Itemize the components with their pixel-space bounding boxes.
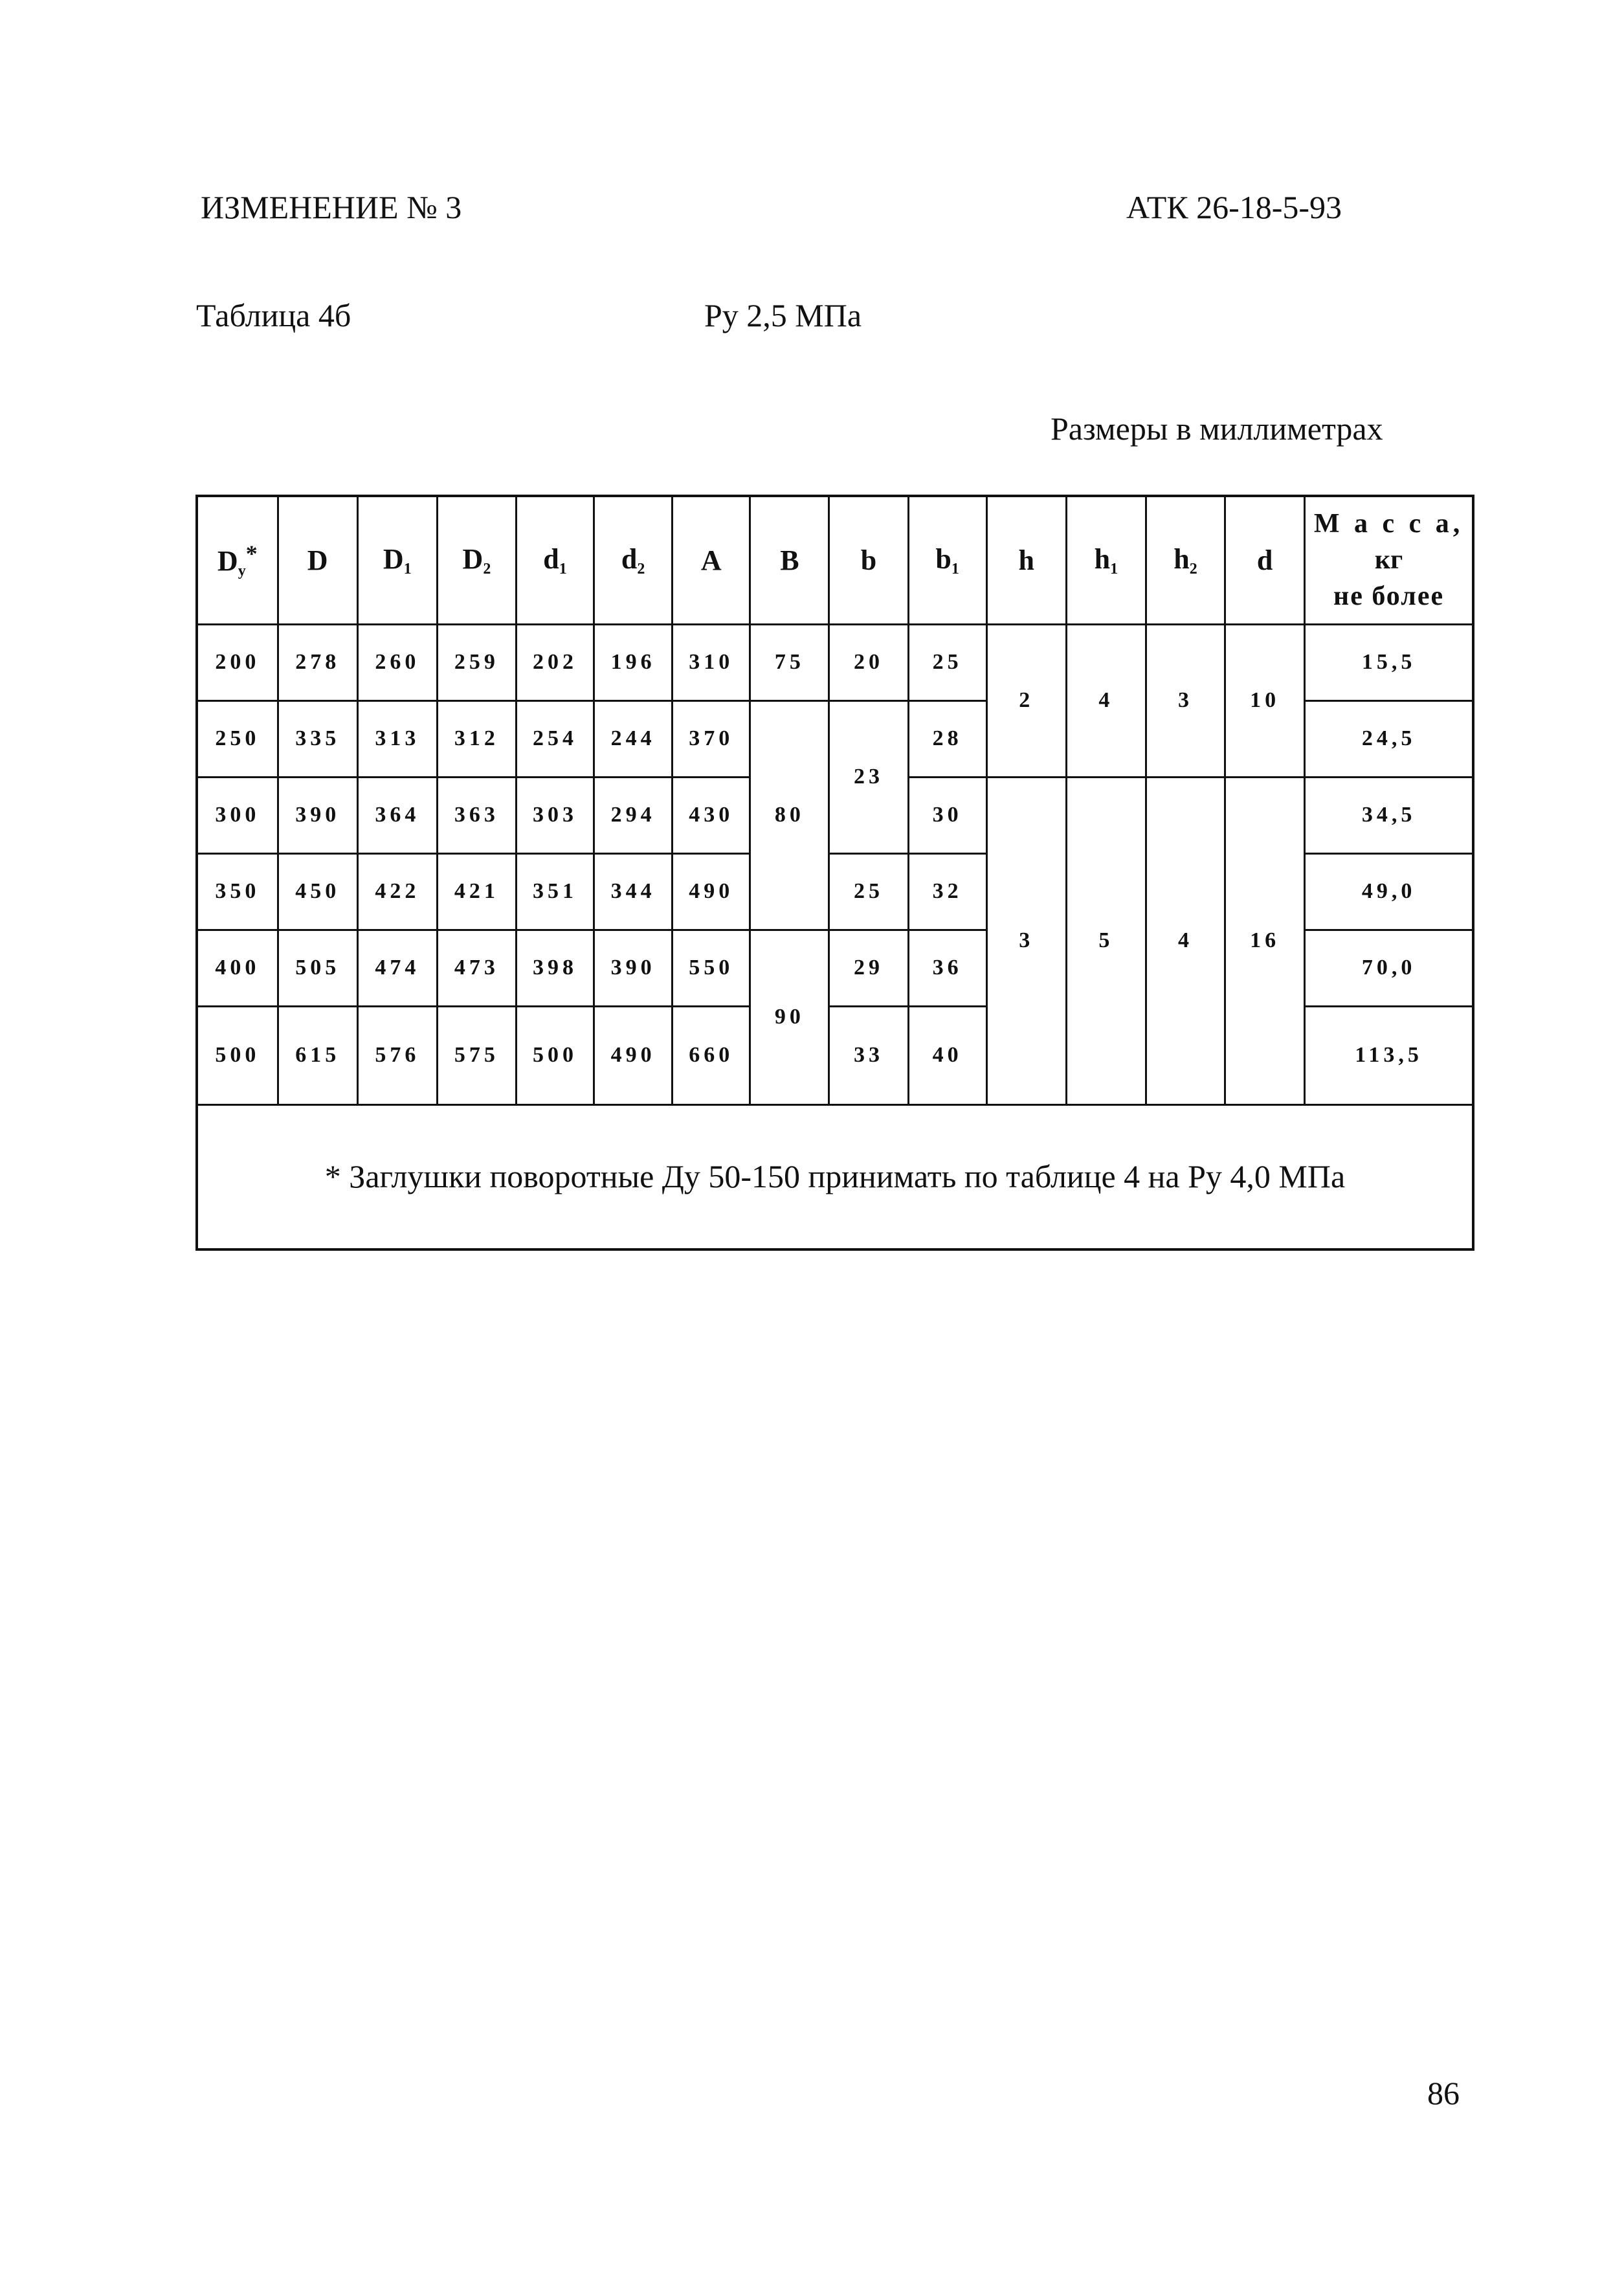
cell-b-upper-90: 90: [750, 930, 829, 1104]
cell-d1: 474: [357, 930, 437, 1006]
header-d-outer: D: [278, 497, 357, 624]
header-small-d2: $d_2$: [594, 497, 673, 624]
cell-d2: 473: [437, 930, 516, 1006]
cell-d2: 363: [437, 777, 516, 853]
cell-d: 335: [278, 700, 357, 777]
cell-small-d-group1: 10: [1225, 624, 1305, 777]
cell-h2-group1: 3: [1146, 624, 1225, 777]
cell-d1: 576: [357, 1006, 437, 1104]
cell-small-d1: 351: [516, 853, 594, 930]
table-footnote: * Заглушки поворотные Ду 50-150 принимать по таблице 4 на Ру 4,0 МПа: [324, 1158, 1346, 1194]
document-code: АТК 26-18-5-93: [1126, 189, 1342, 225]
cell-h-group2: 3: [986, 777, 1066, 1104]
cell-a: 660: [673, 1006, 750, 1104]
header-h1: $h_1$: [1066, 497, 1146, 624]
cell-d2: 421: [437, 853, 516, 930]
table-header-row: [198, 497, 1472, 624]
cell-small-d1: 398: [516, 930, 594, 1006]
cell-dy: 500: [198, 1006, 278, 1104]
cell-dy: 400: [198, 930, 278, 1006]
cell-mass: 70,0: [1305, 930, 1472, 1006]
units-note: Размеры в миллиметрах: [1051, 410, 1383, 447]
cell-b-upper-80: 80: [750, 700, 829, 930]
cell-d: 505: [278, 930, 357, 1006]
cell-b1: 40: [908, 1006, 986, 1104]
cell-mass: 113,5: [1305, 1006, 1472, 1104]
cell-dy: 350: [198, 853, 278, 930]
cell-d2: 575: [437, 1006, 516, 1104]
cell-small-d1: 500: [516, 1006, 594, 1104]
cell-b: 25: [829, 853, 908, 930]
pressure-rating: Ру 2,5 МПа: [704, 297, 862, 333]
cell-dy: 300: [198, 777, 278, 853]
dimensions-table-block: [195, 495, 1474, 1251]
cell-small-d2: 490: [594, 1006, 673, 1104]
cell-a: 490: [673, 853, 750, 930]
cell-h1-group2: 5: [1066, 777, 1146, 1104]
cell-b: 33: [829, 1006, 908, 1104]
cell-d: 278: [278, 624, 357, 700]
table-number: Таблица 4б: [196, 297, 351, 333]
cell-h1-group1: 4: [1066, 624, 1146, 777]
cell-mass: 34,5: [1305, 777, 1472, 853]
cell-small-d1: 254: [516, 700, 594, 777]
header-dy: $D_у^*$: [198, 497, 278, 624]
header-d2: $D_2$: [437, 497, 516, 624]
cell-small-d2: 344: [594, 853, 673, 930]
cell-d1: 364: [357, 777, 437, 853]
cell-d1: 422: [357, 853, 437, 930]
cell-small-d2: 196: [594, 624, 673, 700]
cell-b: 29: [829, 930, 908, 1006]
cell-h2-group2: 4: [1146, 777, 1225, 1104]
cell-d1: 313: [357, 700, 437, 777]
page-number: 86: [1427, 2075, 1460, 2111]
cell-mass: 15,5: [1305, 624, 1472, 700]
cell-d2: 312: [437, 700, 516, 777]
cell-mass: 24,5: [1305, 700, 1472, 777]
cell-b-23: 23: [829, 700, 908, 853]
header-mass: М а с с а, кг не более: [1305, 497, 1472, 624]
header-a: A: [673, 497, 750, 624]
cell-b1: 25: [908, 624, 986, 700]
cell-small-d1: 303: [516, 777, 594, 853]
cell-d: 450: [278, 853, 357, 930]
dimensions-table: [198, 497, 1472, 1106]
cell-b-upper: 75: [750, 624, 829, 700]
cell-dy: 250: [198, 700, 278, 777]
header-b1: $b_1$: [908, 497, 986, 624]
cell-a: 550: [673, 930, 750, 1006]
cell-dy: 200: [198, 624, 278, 700]
cell-small-d2: 244: [594, 700, 673, 777]
header-b: b: [829, 497, 908, 624]
header-small-d1: $d_1$: [516, 497, 594, 624]
cell-b1: 36: [908, 930, 986, 1006]
header-b-upper: B: [750, 497, 829, 624]
cell-a: 430: [673, 777, 750, 853]
cell-small-d1: 202: [516, 624, 594, 700]
header-h: h: [986, 497, 1066, 624]
cell-b1: 30: [908, 777, 986, 853]
cell-mass: 49,0: [1305, 853, 1472, 930]
change-label: ИЗМЕНЕНИЕ № 3: [201, 189, 462, 225]
cell-b1: 32: [908, 853, 986, 930]
header-small-d: d: [1225, 497, 1305, 624]
cell-small-d2: 294: [594, 777, 673, 853]
cell-d1: 260: [357, 624, 437, 700]
cell-d2: 259: [437, 624, 516, 700]
cell-h-group1: 2: [986, 624, 1066, 777]
header-d1: $D_1$: [357, 497, 437, 624]
table-row: [198, 624, 1472, 700]
cell-a: 370: [673, 700, 750, 777]
cell-d: 390: [278, 777, 357, 853]
cell-b1: 28: [908, 700, 986, 777]
cell-b: 20: [829, 624, 908, 700]
cell-a: 310: [673, 624, 750, 700]
cell-small-d2: 390: [594, 930, 673, 1006]
cell-small-d-group2: 16: [1225, 777, 1305, 1104]
header-h2: $h_2$: [1146, 497, 1225, 624]
cell-d: 615: [278, 1006, 357, 1104]
